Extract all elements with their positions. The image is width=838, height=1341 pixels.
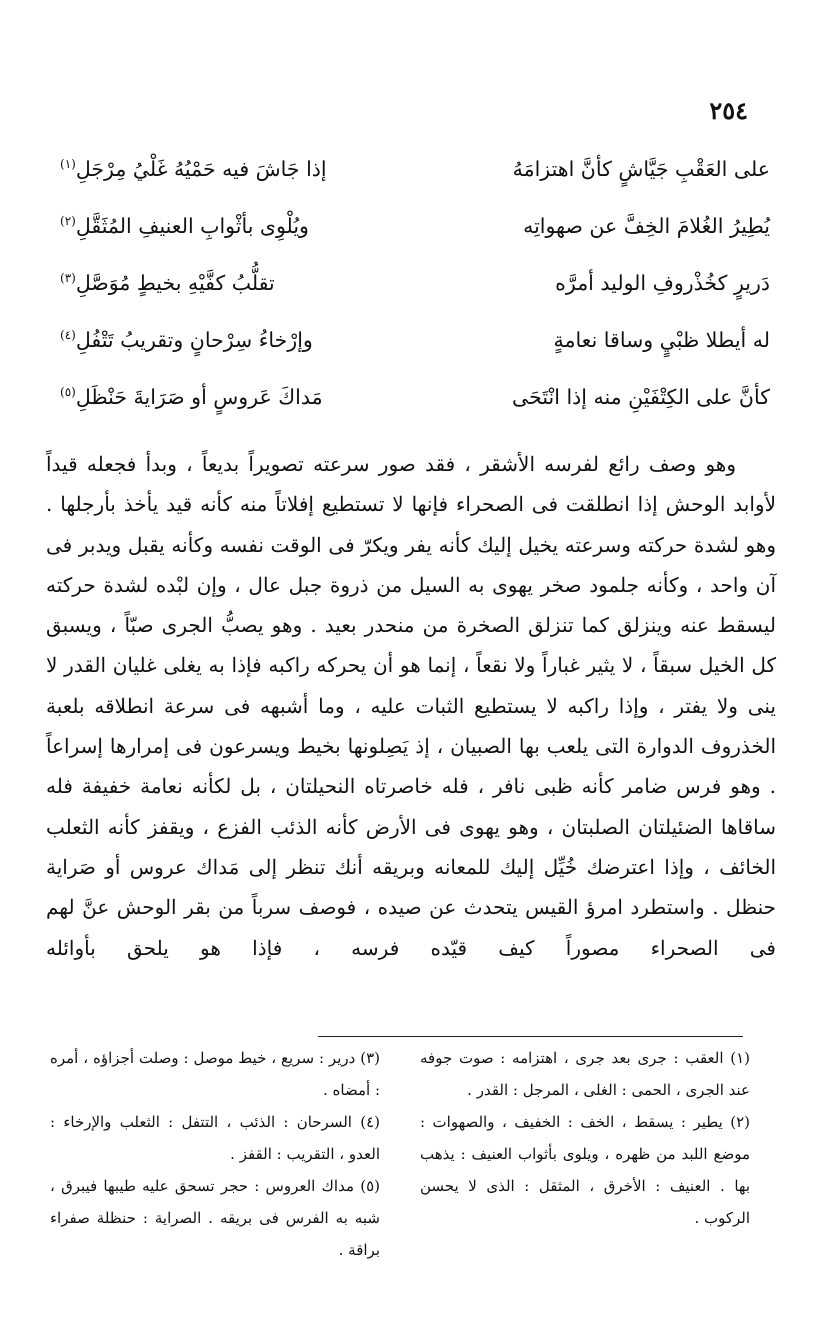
poem [60,140,770,425]
verse-first-hemistich: كأنَّ على الكِتْفَيْنِ منه إذا انْتَحَى [512,384,770,409]
footnote: (٤) السرحان : الذئب ، التتفل : الثعلب والإرخاء : العدو ، التقريب : القفز . [50,1113,380,1163]
footnote: (٥) مداك العروس : حجر تسحق عليه طيبها فيبرق ، شبه به الفرس فى بريقه . الصراية : حنظلة صفراء براقة . [50,1177,380,1259]
verse-first-hemistich: على العَقْبِ جَيَّاشٍ كأنَّ اهتزامَهُ [512,156,770,181]
verse-second-hemistich: تقلُّبُ كفَّيْهِ بخيطٍ مُوَصَّلِ$^{(٣)}$ [60,270,275,295]
verse-second-hemistich: إذا جَاشَ فيه حَمْيُهُ غَلْيُ مِرْجَلِ$^{(١)}$ [60,156,327,181]
footnote-reference: (١) [60,156,76,171]
verse-first-hemistich: يُطِيرُ الغُلامَ الخِفَّ عن صهواتِه [523,213,770,238]
page-number: ٢٥٤ [709,96,748,125]
commentary-text [46,444,776,968]
footnote-reference: (٥) [60,384,76,399]
footnote: (٣) درير : سريع ، خيط موصل : وصلت أجزاؤه ، أمره : أمضاه . [50,1049,380,1099]
footnotes-right-column [420,1042,750,1266]
footnote: (٢) يطير : يسقط ، الخف : الخفيف ، والصهوات : موضع اللبد من ظهره ، ويلوى بأثواب العنيف : يذهب بها . العنيف : الأخرق ، المثقل : الذى لا يحسن الركوب . [420,1113,750,1227]
verse [60,197,770,254]
verse [60,140,770,197]
paragraph: وهو وصف رائع لفرسه الأشقر ، فقد صور سرعته تصويراً بديعاً ، وبدأ فجعله قيداً لأوابد الوحش إذا انطلقت فى الصحراء فإنها لا تستطيع إفلاتاً منه كأنه قيد يأخذ بأرجلها . وهو لشدة حركته وسرعته يخيل إليك كأنه يفر ويكرّ فى الوقت نفسه وكأنه يقبل ويدبر فى آن واحد ، وكأنه جلمود صخر يهوى به السيل من ذروة جبل عال ، وإن لبْده لشدة حركته ليسقط عنه وينزلق كما تنزلق الصخرة من منحدر بعيد . وهو يصبُّ الجرى صبّاً ، ويسبق كل الخيل سبقاً ، لا يثير غباراً ولا نقعاً ، إنما هو أن يحركه راكبه فإذا به يغلى غليان القدر لا ينى ولا يفتر ، وإذا راكبه لا يستطيع الثبات عليه ، وما أشبهه فى سرعة انطلاقه بلعبة الخذروف الدوارة التى يلعب بها الصبيان ، إذ يَصِلونها بخيط ويسرعون فى إمرارها إسراعاً . وهو فرس ضامر كأنه ظبى نافر ، فله خاصرتاه النحيلتان ، بل لكأنه نعامة خفيفة فله ساقاها الضئيلتان الصلبتان ، وهو يهوى فى الأرض كأنه الذئب الفزع ، ويقفز كأنه الثعلب الخائف ، وإذا اعترضك خُيِّل إليك للمعانه وبريقه أنك تنظر إلى مَداك عروس أو صَراية حنظل . واستطرد امرؤ القيس يتحدث عن صيده ، فوصف سرباً من بقر الوحش عنَّ لهم فى الصحراء مصوراً كيف قيّده فرسه ، فإذا هو يلحق بأوائله [46,452,776,960]
verse-first-hemistich: دَريرٍ كخُذْروفِ الوليد أمرَّه [555,270,770,295]
footnotes [50,1042,750,1266]
verse [60,254,770,311]
footnote-reference: (٤) [60,327,76,342]
footnote-reference: (٣) [60,270,76,285]
verse-second-hemistich: وإرْخاءُ سِرْحانٍ وتقريبُ تَتْفُلِ$^{(٤)}$ [60,327,313,352]
verse-second-hemistich: ويُلْوِى بأثْوابِ العنيفِ المُثَقَّلِ$^{(٢)}$ [60,213,309,238]
verse-first-hemistich: له أيطلا ظبْيٍ وساقا نعامةٍ [553,327,770,352]
verse [60,311,770,368]
verse [60,368,770,425]
verse-second-hemistich: مَداكَ عَروسٍ أو صَرَايةَ حَنْظَلِ$^{(٥)}$ [60,384,323,409]
footnotes-left-column [50,1042,380,1266]
footnote-reference: (٢) [60,213,76,228]
footnote: (١) العقب : جرى بعد جرى ، اهتزامه : صوت جوفه عند الجرى ، الحمى : الغلى ، المرجل : القدر . [420,1049,750,1099]
footnote-divider [318,1036,743,1037]
